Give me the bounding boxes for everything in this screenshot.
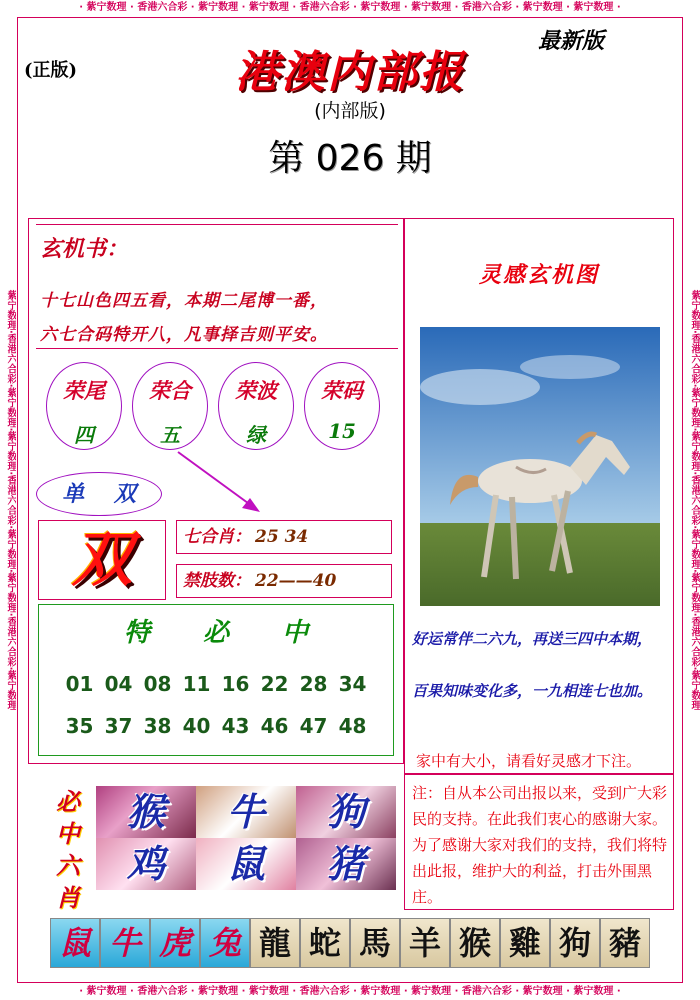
zodiac-tile: 龍 [250,918,300,968]
seven-combo-box [176,520,392,554]
must-zodiac-char: 中 [56,819,80,848]
border-bottom-text: · 紫宁数理 · 香港六合彩 · 紫宁数理 · 紫宁数理 · 香港六合彩 · 紫宁数理 · 紫宁数理 · 香港六合彩 · 紫宁数理 · 紫宁数理 · [79,986,621,997]
zodiac-char: 猴 [126,789,165,834]
border-right-text: 紫宁数理·香港六合彩·紫宁数理·紫宁数理·香港六合彩·紫宁数理·紫宁数理·香港六合彩·紫宁数理 [689,289,700,711]
zodiac-cell-monkey [96,786,196,838]
seven-combo-label: 七合肖： [183,527,251,547]
inspiration-poem-line-1: 好运常伴二六九，再送三四中本期， [412,630,653,648]
pick-code [304,362,380,450]
pick-code-value: 15 [328,419,356,443]
page-subtitle: (内部版) [314,100,386,122]
verse-top-line [36,224,398,225]
pick-sum-value: 五 [160,423,180,447]
special-numbers-row-2 [38,714,394,738]
arrow-icon [170,448,270,520]
zodiac-char: 鸡 [126,841,165,886]
zodiac-tile: 馬 [350,918,400,968]
even-char: 双 [72,525,132,595]
special-number: 48 [338,714,367,738]
special-number: 01 [65,672,94,696]
verse-line-2: 六七合码特开八，凡事择吉则平安。 [40,325,328,345]
zodiac-char: 鼠 [226,841,265,886]
special-number: 37 [104,714,133,738]
zodiac-cell-pig [296,838,396,890]
advice-text: 家中有大小，请看好灵感才下注。 [416,752,642,770]
pick-code-label: 荣码 [321,378,363,403]
pick-tail-value: 四 [74,423,94,447]
zodiac-tile: 雞 [500,918,550,968]
seven-combo-value: 25 34 [255,527,309,547]
zodiac-tile: 蛇 [300,918,350,968]
notice-text: 注：自从本公司出报以来，受到广大彩民的支持。在此我们衷心的感谢大家。为了感谢大家对我们的支持，我们将特出此报，维护大的利益，打击外围黑庄。 [412,784,668,906]
zodiac-tile: 猴 [450,918,500,968]
special-number: 40 [182,714,211,738]
border-top-text: · 紫宁数理 · 香港六合彩 · 紫宁数理 · 紫宁数理 · 香港六合彩 · 紫宁数理 · 紫宁数理 · 香港六合彩 · 紫宁数理 · 紫宁数理 · [79,2,621,13]
latest-edition-tag: 最新版 [538,28,605,54]
page-title: 港澳内部报 [235,47,465,98]
total-range-value: 22——40 [255,571,337,591]
zodiac-tile-hot: 鼠 [50,918,100,968]
pick-wave-value: 绿 [246,423,266,447]
special-number: 16 [221,672,250,696]
zodiac-cell-dog [296,786,396,838]
even-box [38,520,166,600]
total-range-label: 禁肢数： [183,571,251,591]
zodiac-tile-hot: 牛 [100,918,150,968]
zodiac-char: 牛 [226,789,265,834]
verse-divider [36,348,398,349]
special-number: 11 [182,672,211,696]
mystery-verse-title: 玄机书： [40,236,129,262]
special-number: 04 [104,672,133,696]
special-number: 38 [143,714,172,738]
zodiac-tile: 羊 [400,918,450,968]
inspiration-poem-line-2: 百果知味变化多，一九相连七也加。 [412,682,653,700]
zodiac-char: 狗 [326,789,365,834]
must-zodiac-char: 六 [56,851,80,880]
special-number: 34 [338,672,367,696]
horse-photo [420,327,660,606]
special-number: 43 [221,714,250,738]
zodiac-strip [50,918,650,968]
special-number: 08 [143,672,172,696]
must-hit-six-zodiac-label [48,786,88,914]
zodiac-tile: 豬 [600,918,650,968]
special-number: 35 [65,714,94,738]
zodiac-tile: 狗 [550,918,600,968]
edition-tag: (正版) [24,60,78,81]
must-zodiac-char: 必 [56,787,80,816]
issue-number: 第 026 期 [268,138,432,179]
pick-wave-label: 荣波 [235,378,277,403]
must-zodiac-char: 肖 [56,883,80,912]
zodiac-cell-rat [196,838,296,890]
special-number: 22 [260,672,289,696]
pick-wave [218,362,294,450]
odd-even-pick: 单 双 [36,472,162,516]
zodiac-cell-ox [196,786,296,838]
zodiac-tile-hot: 兔 [200,918,250,968]
pick-sum [132,362,208,450]
pick-tail-label: 荣尾 [63,378,105,403]
six-zodiac-grid [96,786,396,890]
special-number: 47 [299,714,328,738]
border-left-text: 紫宁数理·香港六合彩·紫宁数理·紫宁数理·香港六合彩·紫宁数理·紫宁数理·香港六合彩·紫宁数理 [5,289,16,711]
zodiac-char: 猪 [326,841,365,886]
inspiration-title: 灵感玄机图 [478,262,599,288]
verse-line-1: 十七山色四五看，本期二尾博一番， [40,291,328,311]
special-numbers-row-1 [38,672,394,696]
horse-image [420,327,660,606]
special-numbers-title: 特 必 中 [123,618,309,648]
zodiac-cell-rooster [96,838,196,890]
total-range-box [176,564,392,598]
pick-sum-label: 荣合 [149,378,191,403]
zodiac-tile-hot: 虎 [150,918,200,968]
pick-tail [46,362,122,450]
special-number: 46 [260,714,289,738]
special-number: 28 [299,672,328,696]
